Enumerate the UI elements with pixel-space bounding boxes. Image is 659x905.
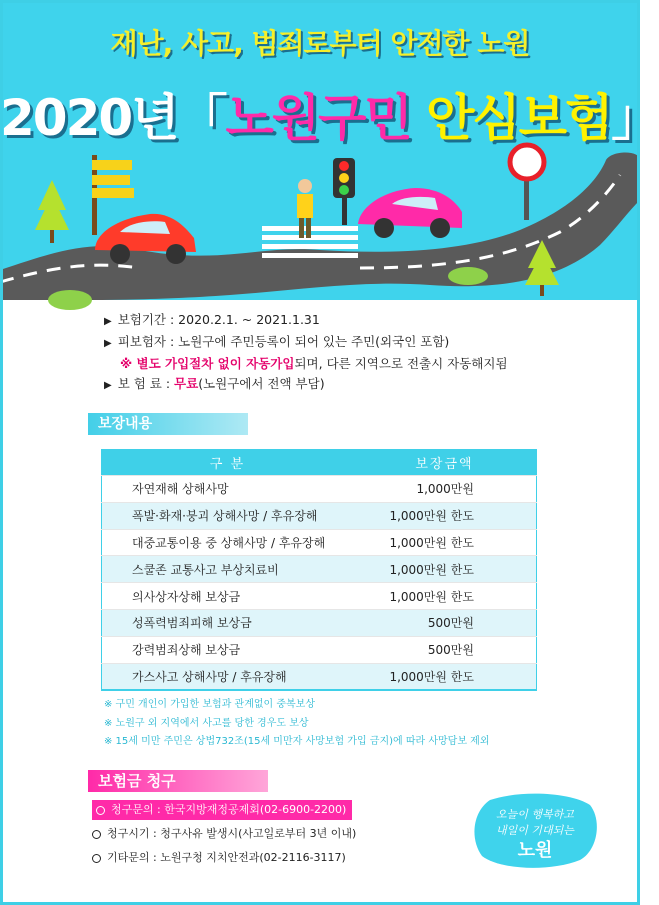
nowon-slogan-logo <box>470 790 600 874</box>
coverage-category: 대중교통이용 중 상해사망 / 후유장해 <box>102 529 354 556</box>
claim-item-other <box>92 846 356 870</box>
coverage-header-row <box>102 449 537 476</box>
coverage-amount: 1,000만원 한도 <box>353 556 537 583</box>
claim-item-period <box>92 822 356 846</box>
title-bracket-open: 「 <box>177 89 226 147</box>
coverage-note: ※ 구민 개인이 가입한 보험과 관계없이 중복보상 <box>104 699 315 710</box>
info-insured <box>104 332 624 354</box>
coverage-section-label: 보장내용 <box>88 413 248 435</box>
table-row <box>102 636 537 663</box>
coverage-note: ※ 15세 미만 주민은 상법732조(15세 미만자 사망보험 가입 금지)에 따라 사망담보 제외 <box>104 736 490 747</box>
table-row <box>102 556 537 583</box>
table-row <box>102 529 537 556</box>
info-premium-label: 보 험 료 : <box>117 376 175 391</box>
coverage-header-amount: 보장금액 <box>353 449 537 476</box>
circle-bullet-icon <box>92 854 101 863</box>
info-premium <box>104 374 624 396</box>
info-premium-suffix: (노원구에서 전액 부담) <box>198 376 325 391</box>
triangle-bullet-icon: ▶ <box>104 380 112 391</box>
claim-info <box>92 798 356 870</box>
coverage-category: 폭발·화재·붕괴 상해사망 / 후유장해 <box>102 502 354 529</box>
title-year: 2020년 <box>0 89 178 147</box>
slogan-line3: 노원 <box>517 840 553 861</box>
claim-other-text: 기타문의 : 노원구청 지치안전과(02-2116-3117) <box>107 851 346 864</box>
coverage-amount: 1,000만원 한도 <box>353 529 537 556</box>
title-highlight-pink: 노원구민 <box>225 89 411 147</box>
subtitle: 재난, 사고, 범죄로부터 안전한 노원 <box>110 27 530 60</box>
coverage-category: 성폭력범죄피해 보상금 <box>102 609 354 636</box>
info-period <box>104 310 624 332</box>
coverage-header-category: 구 분 <box>102 449 354 476</box>
coverage-category: 강력범죄상해 보상금 <box>102 636 354 663</box>
table-row <box>102 476 537 503</box>
table-row <box>102 583 537 610</box>
title-highlight-yellow: 안심보험 <box>426 89 612 147</box>
coverage-category: 의사상자상해 보상금 <box>102 583 354 610</box>
slogan-line2: 내일이 기대되는 <box>496 824 574 837</box>
circle-bullet-icon <box>96 806 105 815</box>
insurance-info <box>104 310 624 396</box>
table-row <box>102 502 537 529</box>
info-note-text: 되며, 다른 지역으로 전출시 자동해지됨 <box>294 356 508 371</box>
coverage-amount: 500만원 <box>353 636 537 663</box>
title-bracket-close: 」 <box>611 89 659 147</box>
coverage-note: ※ 노원구 외 지역에서 사고를 당한 경우도 보상 <box>104 717 309 729</box>
coverage-amount: 1,000만원 한도 <box>353 502 537 529</box>
coverage-category: 스쿨존 교통사고 부상치료비 <box>102 556 354 583</box>
info-note <box>104 354 624 374</box>
coverage-table <box>101 449 537 691</box>
coverage-amount: 1,000만원 <box>353 476 537 503</box>
table-row <box>102 609 537 636</box>
claim-contact-text: 청구문의 : 한국지방재정공제회(02-6900-2200) <box>111 803 347 816</box>
coverage-amount: 500만원 <box>353 609 537 636</box>
claim-section-label: 보험금 청구 <box>88 770 268 792</box>
coverage-category: 자연재해 상해사망 <box>102 476 354 503</box>
coverage-amount: 1,000만원 한도 <box>353 663 537 690</box>
info-insured-text: 피보험자 : 노원구에 주민등록이 되어 있는 주민(외국인 포함) <box>117 334 450 349</box>
info-note-highlight: ※ 별도 가입절차 없이 자동가입 <box>120 356 295 371</box>
claim-item-contact <box>92 798 356 822</box>
circle-bullet-icon <box>92 830 101 839</box>
table-row <box>102 663 537 690</box>
coverage-category: 가스사고 상해사망 / 후유장해 <box>102 663 354 690</box>
info-premium-value: 무료 <box>174 376 199 391</box>
info-period-text: 보험기간 : 2020.2.1. ~ 2021.1.31 <box>117 312 320 327</box>
claim-period-text: 청구시기 : 청구사유 발생시(사고일로부터 3년 이내) <box>107 827 357 840</box>
coverage-notes <box>104 696 489 752</box>
slogan-line1: 오늘이 행복하고 <box>496 808 574 821</box>
triangle-bullet-icon: ▶ <box>104 316 112 327</box>
triangle-bullet-icon: ▶ <box>104 338 112 349</box>
coverage-amount: 1,000만원 한도 <box>353 583 537 610</box>
slogan-badge <box>470 790 600 870</box>
